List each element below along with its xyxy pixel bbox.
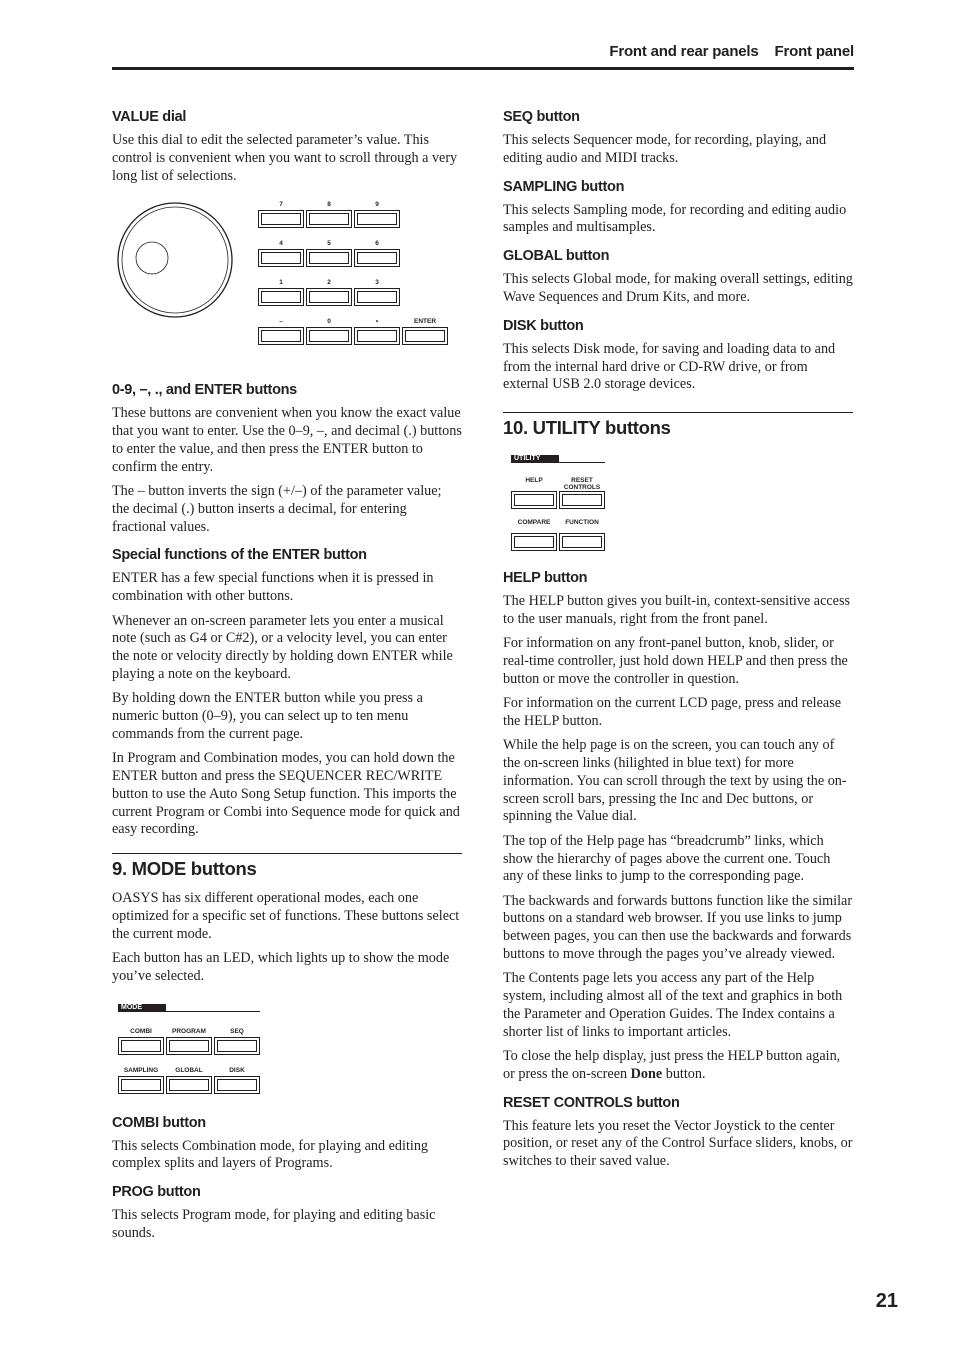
- mode-button[interactable]: [118, 1037, 164, 1055]
- keypad-key-button[interactable]: [258, 288, 304, 306]
- heading-numeric-buttons: 0-9, –, ., and ENTER buttons: [112, 382, 297, 399]
- keypad-key-button[interactable]: [258, 249, 304, 267]
- keypad-key-label: 6: [375, 240, 379, 248]
- utility-button[interactable]: [511, 533, 557, 551]
- enter-special-text-3: By holding down the ENTER button while you press a numeric button (0–9), you can select up to ten menu commands from the current page.: [112, 690, 423, 742]
- keypad-key-button[interactable]: [306, 210, 352, 228]
- keypad-key-button[interactable]: [306, 288, 352, 306]
- utility-button[interactable]: [511, 491, 557, 509]
- value-dial-icon: [116, 201, 234, 319]
- value-dial-keypad-figure: [112, 195, 462, 381]
- heading-global-button: GLOBAL button: [503, 248, 610, 265]
- keypad-key-button[interactable]: [354, 288, 400, 306]
- keypad-key-button[interactable]: [354, 327, 400, 345]
- help-text-7: The Contents page lets you access any part of the Help system, including almost all of the text and graphics in both the Parameter and Operation Guides. The Index contains a shorter list of links to important articles.: [503, 970, 843, 1040]
- breadcrumb: [609, 43, 854, 60]
- keypad-key-label: 5: [327, 240, 331, 248]
- mode-button[interactable]: [166, 1076, 212, 1094]
- help-text-8: [503, 1048, 853, 1084]
- utility-panel-rule: [559, 462, 605, 463]
- heading-utility-buttons: 10. UTILITY buttons: [503, 412, 853, 439]
- utility-button[interactable]: [559, 491, 605, 509]
- mode-button[interactable]: [214, 1037, 260, 1055]
- right-column: [503, 108, 853, 1177]
- keypad-key-label: 2: [327, 279, 331, 287]
- mode-label: DISK: [229, 1066, 245, 1074]
- mode-text-2: Each button has an LED, which lights up to show the mode you’ve selected.: [112, 950, 450, 984]
- keypad-key-button[interactable]: [402, 327, 448, 345]
- reset-text: This feature lets you reset the Vector Joystick to the center position, or reset any of the Control Surface sliders, knobs, or switches to their saved value.: [503, 1117, 853, 1170]
- enter-special-text-2: Whenever an on-screen parameter lets you enter a musical note (such as G4 or C#2), or a velocity level, you can enter the note or velocity directly by holding down ENTER while playing a note on the keyboard.: [112, 612, 453, 682]
- heading-sampling-button: SAMPLING button: [503, 178, 625, 195]
- mode-panel-rule: [166, 1011, 260, 1012]
- page-header: [112, 40, 854, 70]
- keypad-key-label: –: [279, 318, 283, 326]
- keypad-key-label: ENTER: [413, 318, 437, 326]
- mode-label: COMBI: [130, 1027, 152, 1035]
- breadcrumb-subsection: Front panel: [774, 43, 854, 60]
- keypad-key-label: 4: [279, 240, 283, 248]
- keypad-key-button[interactable]: [306, 249, 352, 267]
- heading-combi-button: COMBI button: [112, 1114, 206, 1131]
- keypad-key-button[interactable]: [258, 327, 304, 345]
- help-text-6: The backwards and forwards buttons function like the similar buttons on a standard web browser. If you use links to jump between pages, you can then use the backwards and forwards buttons to move through the pages you’ve already viewed.: [503, 892, 853, 963]
- utility-label: FUNCTION: [565, 519, 599, 527]
- keypad-key-button[interactable]: [258, 210, 304, 228]
- utility-button[interactable]: [559, 533, 605, 551]
- prog-text: This selects Program mode, for playing and editing basic sounds.: [112, 1207, 436, 1241]
- help-text-8-after: button.: [662, 1065, 706, 1082]
- disk-text: This selects Disk mode, for saving and loading data to and from the internal hard drive or CD-RW drive, or from external USB 2.0 storage devices.: [503, 340, 836, 393]
- mode-panel-tag-label: MODE: [121, 1003, 142, 1011]
- mode-label: GLOBAL: [175, 1066, 203, 1074]
- keypad-key-button[interactable]: [354, 249, 400, 267]
- help-text-4: While the help page is on the screen, you can touch any of the on-screen links (hilighted in blue text) for more information. You can scroll through the text by using the on-screen scroll bars, pressing the Inc and Dec buttons, or spinning the Value dial.: [503, 737, 847, 825]
- heading-help-button: HELP button: [503, 570, 588, 587]
- keypad-key-label: 8: [327, 201, 331, 209]
- seq-text: This selects Sequencer mode, for recording, playing, and editing audio and MIDI tracks.: [503, 132, 827, 166]
- numeric-text-2: The – button inverts the sign (+/–) of the parameter value; the decimal (.) button inserts a decimal, for entering fractional values.: [112, 483, 442, 535]
- done-label: Done: [630, 1065, 663, 1082]
- help-text-8-before: To close the help display, just press the HELP button again, or press the on-screen: [503, 1048, 841, 1082]
- help-text-2: For information on any front-panel button, knob, slider, or real-time controller, just hold down HELP and then press the button or move the controller in question.: [503, 635, 848, 687]
- keypad-key-button[interactable]: [306, 327, 352, 345]
- sampling-text: This selects Sampling mode, for recording and editing audio samples and multisamples.: [503, 201, 847, 236]
- utility-label: RESET CONTROLS: [563, 477, 601, 492]
- keypad-key-button[interactable]: [354, 210, 400, 228]
- page-number: 21: [875, 1290, 898, 1312]
- mode-button[interactable]: [214, 1076, 260, 1094]
- value-dial-text: Use this dial to edit the selected parameter’s value. This control is convenient when you want to scroll through a very long list of selections.: [112, 132, 458, 184]
- mode-text-1: OASYS has six different operational modes, each one optimized for a specific set of functions. These buttons select the current mode.: [112, 890, 460, 942]
- mode-label: SEQ: [230, 1027, 244, 1035]
- heading-value-dial: VALUE dial: [112, 109, 187, 125]
- mode-label: SAMPLING: [123, 1066, 159, 1074]
- mode-label: PROGRAM: [172, 1027, 206, 1035]
- heading-disk-button: DISK button: [503, 317, 584, 334]
- combi-text: This selects Combination mode, for playing and editing complex splits and layers of Programs.: [112, 1137, 429, 1172]
- utility-panel-tag-label: UTILITY: [514, 455, 541, 463]
- numeric-text-1: These buttons are convenient when you know the exact value that you want to enter. Use the 0–9, –, and decimal (.) buttons to enter the value, and then press the ENTER button to confirm the entry.: [112, 405, 462, 475]
- global-text: This selects Global mode, for making overall settings, editing Wave Sequences and Drum Kits, and more.: [503, 271, 853, 305]
- heading-reset-controls-button: RESET CONTROLS button: [503, 1094, 680, 1111]
- left-column: [112, 108, 462, 1249]
- heading-enter-special: Special functions of the ENTER button: [112, 547, 367, 564]
- keypad-key-label: 3: [375, 279, 379, 287]
- utility-label: HELP: [525, 477, 543, 485]
- keypad-key-label: •: [375, 318, 379, 326]
- breadcrumb-section: Front and rear panels: [609, 43, 759, 60]
- enter-special-text-1: ENTER has a few special functions when it is pressed in combination with other buttons.: [112, 570, 434, 605]
- mode-panel-figure: [112, 1002, 462, 1114]
- keypad-key-label: 0: [327, 318, 331, 326]
- heading-seq-button: SEQ button: [503, 109, 580, 125]
- help-text-5: The top of the Help page has “breadcrumb” links, which show the hierarchy of pages above the current one. Touch any of these links to jump to the corresponding page.: [503, 832, 831, 885]
- utility-label: COMPARE: [517, 519, 551, 527]
- heading-mode-buttons: 9. MODE buttons: [112, 853, 462, 880]
- heading-prog-button: PROG button: [112, 1184, 201, 1201]
- keypad-key-label: 7: [279, 201, 283, 209]
- keypad-key-label: 9: [375, 201, 379, 209]
- keypad-key-label: 1: [279, 279, 283, 287]
- help-text-3: For information on the current LCD page, press and release the HELP button.: [503, 695, 842, 729]
- enter-special-text-4: In Program and Combination modes, you can hold down the ENTER button and press the SEQUENCER REC/WRITE button to use the Auto Song Setup function. This imports the current Program or Combi into Sequence mode for quick and easy recording.: [112, 750, 460, 838]
- help-text-1: The HELP button gives you built-in, context-sensitive access to the user manuals, right from the front panel.: [503, 593, 850, 627]
- utility-panel-figure: [503, 453, 853, 569]
- mode-button[interactable]: [166, 1037, 212, 1055]
- mode-button[interactable]: [118, 1076, 164, 1094]
